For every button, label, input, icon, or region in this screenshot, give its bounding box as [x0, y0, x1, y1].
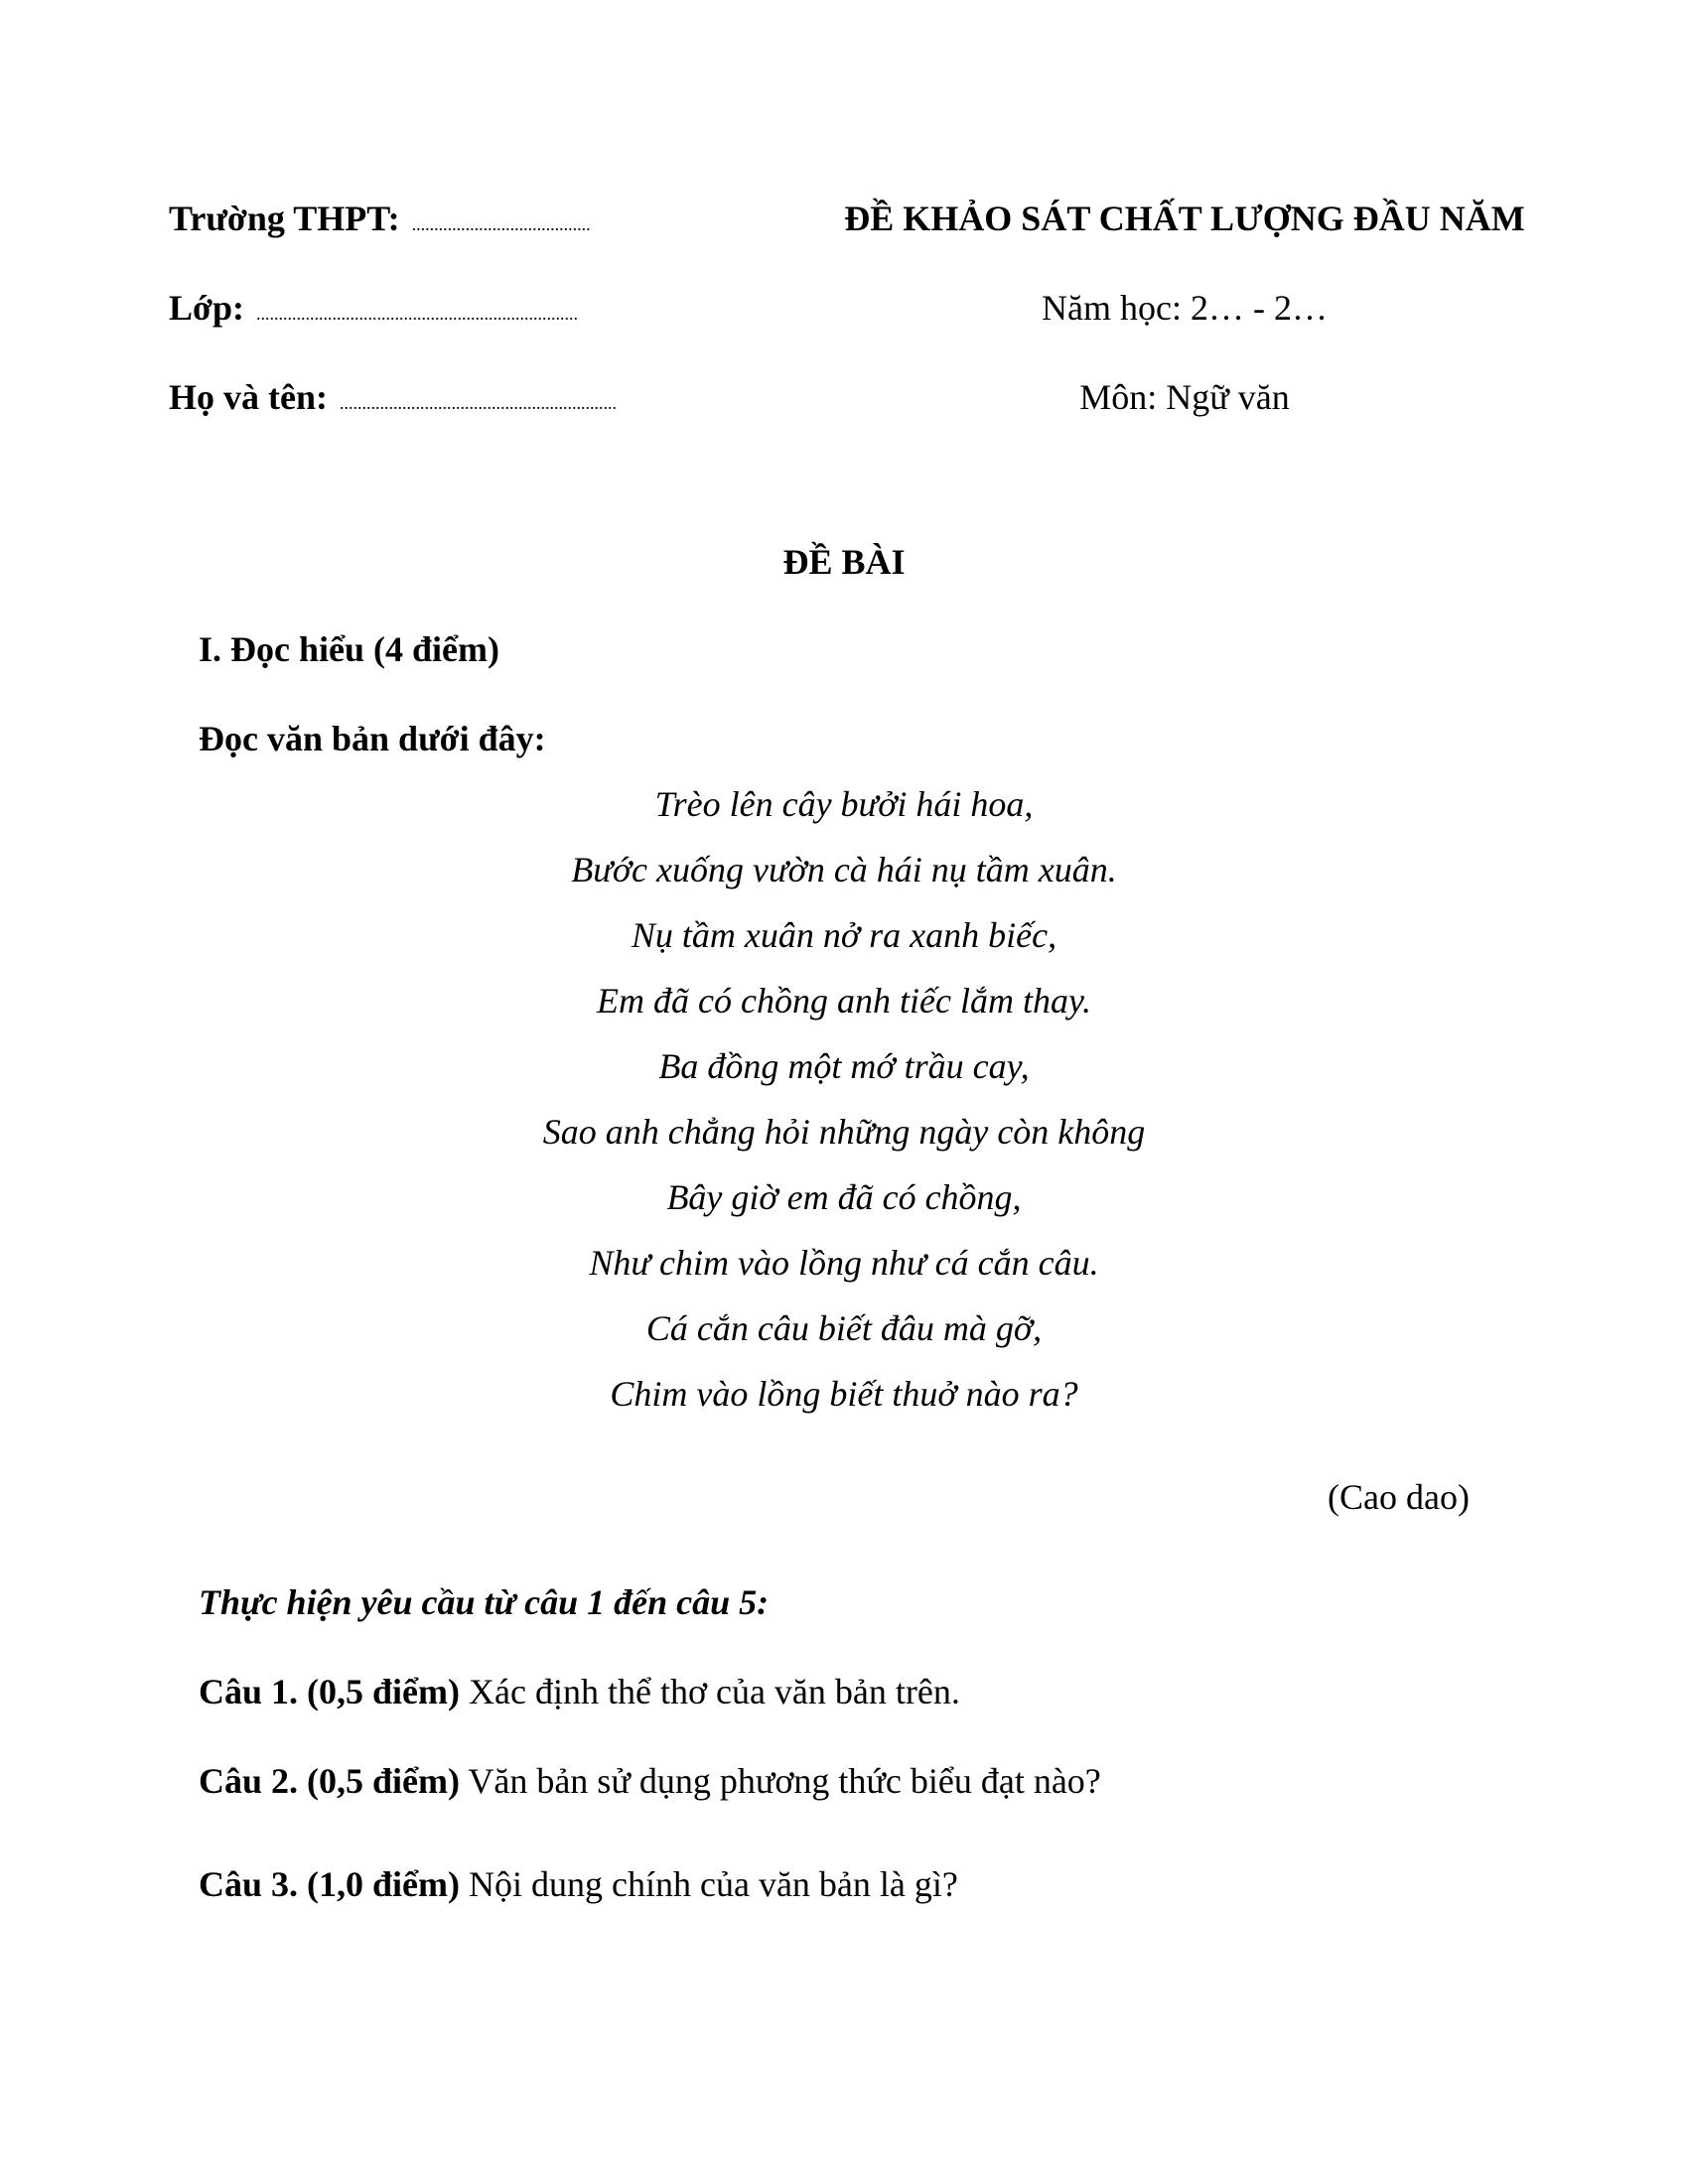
- class-label: Lớp:: [169, 288, 244, 328]
- question-2: [199, 1763, 1101, 1799]
- part1-heading: I. Đọc hiểu (4 điểm): [199, 629, 499, 669]
- exam-title: ĐỀ KHẢO SÁT CHẤT LƯỢNG ĐẦU NĂM: [844, 199, 1525, 238]
- question-label: Câu 3. (1,0 điểm): [199, 1864, 460, 1904]
- subject: Môn: Ngữ văn: [1079, 377, 1290, 417]
- poem-line: Nụ tầm xuân nở ra xanh biếc,: [631, 915, 1057, 955]
- poem-line: Chim vào lồng biết thuở nào ra?: [610, 1374, 1078, 1414]
- question-text: Xác định thể thơ của văn bản trên.: [460, 1672, 960, 1711]
- school-year: Năm học: 2… - 2…: [1042, 288, 1328, 328]
- name-blank: ..............................................................: [339, 393, 617, 413]
- part1-instruction: Đọc văn bản dưới đây:: [199, 719, 546, 758]
- school-blank: ........................................: [411, 214, 591, 234]
- poem-line: Bước xuống vườn cà hái nụ tầm xuân.: [571, 850, 1117, 889]
- question-label: Câu 2. (0,5 điểm): [199, 1761, 460, 1801]
- question-text: Văn bản sử dụng phương thức biểu đạt nào?: [460, 1761, 1101, 1801]
- poem-line: Cá cắn câu biết đâu mà gỡ,: [645, 1308, 1043, 1348]
- poem-line: Như chim vào lồng như cá cắn câu.: [589, 1243, 1099, 1283]
- name-field: [169, 379, 617, 415]
- poem-source: (Cao dao): [1328, 1477, 1470, 1517]
- tasks-heading: Thực hiện yêu cầu từ câu 1 đến câu 5:: [199, 1582, 770, 1622]
- poem-line: Ba đồng một mớ trầu cay,: [658, 1046, 1030, 1086]
- class-field: [169, 290, 578, 326]
- poem-line: Em đã có chồng anh tiếc lắm thay.: [597, 981, 1091, 1021]
- school-label: Trường THPT:: [169, 199, 400, 238]
- question-3: [199, 1866, 958, 1902]
- question-text: Nội dung chính của văn bản là gì?: [460, 1864, 958, 1904]
- school-field: [169, 201, 591, 236]
- class-blank: ........................................................................: [255, 304, 578, 324]
- question-1: [199, 1674, 960, 1709]
- name-label: Họ và tên:: [169, 377, 328, 417]
- question-label: Câu 1. (0,5 điểm): [199, 1672, 460, 1711]
- poem-line: Sao anh chẳng hỏi những ngày còn không: [542, 1112, 1146, 1152]
- poem-line: Trèo lên cây bưởi hái hoa,: [654, 784, 1034, 824]
- poem-line: Bây giờ em đã có chồng,: [666, 1177, 1022, 1217]
- section-title: ĐỀ BÀI: [782, 542, 906, 582]
